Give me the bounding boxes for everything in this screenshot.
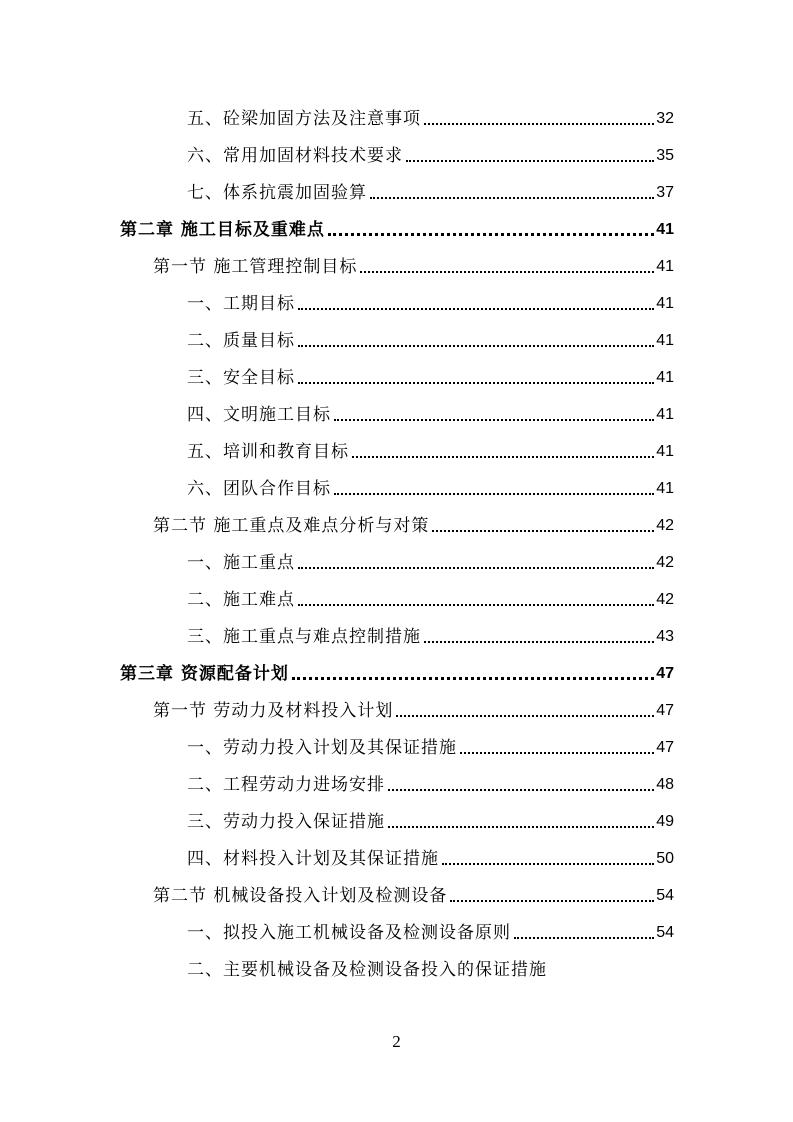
toc-entry-page: 41 bbox=[656, 295, 674, 312]
toc-entry[interactable] bbox=[187, 322, 674, 352]
toc-entry-title: 二、施工难点 bbox=[187, 590, 295, 610]
toc-entry[interactable] bbox=[187, 544, 674, 574]
toc-entry-page: 48 bbox=[656, 776, 674, 793]
toc-leader-dots bbox=[406, 160, 654, 162]
page-number: 2 bbox=[392, 1032, 401, 1051]
toc-leader-dots bbox=[396, 715, 654, 717]
toc-section-page: 54 bbox=[656, 887, 674, 904]
toc-entry-title: 六、常用加固材料技术要求 bbox=[187, 146, 403, 166]
toc-entry[interactable] bbox=[187, 951, 674, 981]
toc-entry[interactable] bbox=[187, 285, 674, 315]
toc-leader-dots bbox=[292, 677, 654, 680]
toc-chapter-page: 47 bbox=[656, 665, 674, 682]
toc-chapter[interactable] bbox=[120, 655, 674, 685]
toc-entry-title: 一、工期目标 bbox=[187, 294, 295, 314]
toc-section-page: 41 bbox=[656, 258, 674, 275]
toc-entry-title: 二、主要机械设备及检测设备投入的保证措施 bbox=[187, 960, 547, 980]
toc-entry[interactable] bbox=[187, 581, 674, 611]
toc-leader-dots bbox=[298, 382, 654, 384]
toc-entry[interactable] bbox=[187, 803, 674, 833]
toc-leader-dots bbox=[460, 752, 654, 754]
toc-entry-title: 二、质量目标 bbox=[187, 331, 295, 351]
toc-section[interactable] bbox=[153, 877, 674, 907]
toc-entry[interactable] bbox=[187, 470, 674, 500]
toc-leader-dots bbox=[352, 456, 654, 458]
toc-chapter[interactable] bbox=[120, 211, 674, 241]
toc-entry[interactable] bbox=[187, 766, 674, 796]
toc-entry-page: 49 bbox=[656, 813, 674, 830]
toc-entry[interactable] bbox=[187, 100, 674, 130]
toc-entry[interactable] bbox=[187, 359, 674, 389]
toc-entry-page: 43 bbox=[656, 628, 674, 645]
toc-leader-dots bbox=[328, 233, 654, 236]
toc-entry-page: 54 bbox=[656, 924, 674, 941]
toc-entry-title: 一、拟投入施工机械设备及检测设备原则 bbox=[187, 923, 511, 943]
toc-entry[interactable] bbox=[187, 914, 674, 944]
toc-entry-page: 37 bbox=[656, 184, 674, 201]
toc-entry-title: 一、施工重点 bbox=[187, 553, 295, 573]
toc-section[interactable] bbox=[153, 248, 674, 278]
toc-entry-page: 41 bbox=[656, 369, 674, 386]
toc-leader-dots bbox=[298, 604, 654, 606]
toc-entry-page: 41 bbox=[656, 332, 674, 349]
toc-leader-dots bbox=[298, 567, 654, 569]
toc-entry-title: 四、文明施工目标 bbox=[187, 405, 331, 425]
toc-entry[interactable] bbox=[187, 174, 674, 204]
toc-section-title: 第一节 施工管理控制目标 bbox=[153, 257, 358, 277]
toc-section-page: 42 bbox=[656, 517, 674, 534]
toc-section[interactable] bbox=[153, 692, 674, 722]
toc-entry-title: 三、安全目标 bbox=[187, 368, 295, 388]
toc-entry[interactable] bbox=[187, 840, 674, 870]
toc-entry-title: 七、体系抗震加固验算 bbox=[187, 183, 367, 203]
toc-entry-page: 47 bbox=[656, 739, 674, 756]
toc-entry-page: 41 bbox=[656, 443, 674, 460]
toc-leader-dots bbox=[334, 419, 654, 421]
toc-entry-page: 50 bbox=[656, 850, 674, 867]
toc-entry-title: 三、劳动力投入保证措施 bbox=[187, 812, 385, 832]
toc-entry[interactable] bbox=[187, 137, 674, 167]
toc-leader-dots bbox=[370, 197, 654, 199]
toc-leader-dots bbox=[424, 123, 654, 125]
toc-entry-title: 三、施工重点与难点控制措施 bbox=[187, 627, 421, 647]
toc-entry[interactable] bbox=[187, 433, 674, 463]
toc-leader-dots bbox=[450, 900, 654, 902]
toc-chapter-title: 第三章 资源配备计划 bbox=[120, 664, 289, 684]
toc-leader-dots bbox=[442, 863, 654, 865]
toc-section[interactable] bbox=[153, 507, 674, 537]
toc-entry-title: 五、培训和教育目标 bbox=[187, 442, 349, 462]
toc-entry[interactable] bbox=[187, 396, 674, 426]
toc-chapter-title: 第二章 施工目标及重难点 bbox=[120, 220, 325, 240]
toc-leader-dots bbox=[298, 345, 654, 347]
toc-entry-title: 六、团队合作目标 bbox=[187, 479, 331, 499]
toc-entry[interactable] bbox=[187, 729, 674, 759]
toc-leader-dots bbox=[514, 937, 654, 939]
toc-entry-title: 二、工程劳动力进场安排 bbox=[187, 775, 385, 795]
toc-leader-dots bbox=[298, 308, 654, 310]
toc-leader-dots bbox=[424, 641, 654, 643]
toc-leader-dots bbox=[388, 826, 654, 828]
toc-section-page: 47 bbox=[656, 702, 674, 719]
toc-entry-page: 42 bbox=[656, 554, 674, 571]
toc-entry-page: 41 bbox=[656, 406, 674, 423]
toc-entry[interactable] bbox=[187, 618, 674, 648]
toc-section-title: 第一节 劳动力及材料投入计划 bbox=[153, 701, 394, 721]
toc-chapter-page: 41 bbox=[656, 221, 674, 238]
toc-section-title: 第二节 施工重点及难点分析与对策 bbox=[153, 516, 430, 536]
toc-entry-page: 41 bbox=[656, 480, 674, 497]
toc-entry-page: 32 bbox=[656, 110, 674, 127]
toc-leader-dots bbox=[432, 530, 654, 532]
toc-entry-title: 一、劳动力投入计划及其保证措施 bbox=[187, 738, 457, 758]
toc-entry-page: 42 bbox=[656, 591, 674, 608]
toc-leader-dots bbox=[388, 789, 654, 791]
toc-entry-title: 四、材料投入计划及其保证措施 bbox=[187, 849, 439, 869]
toc-leader-dots bbox=[334, 493, 654, 495]
toc-section-title: 第二节 机械设备投入计划及检测设备 bbox=[153, 886, 448, 906]
toc-entry-page: 35 bbox=[656, 147, 674, 164]
toc-leader-dots bbox=[360, 271, 654, 273]
toc-entry-title: 五、砼梁加固方法及注意事项 bbox=[187, 109, 421, 129]
